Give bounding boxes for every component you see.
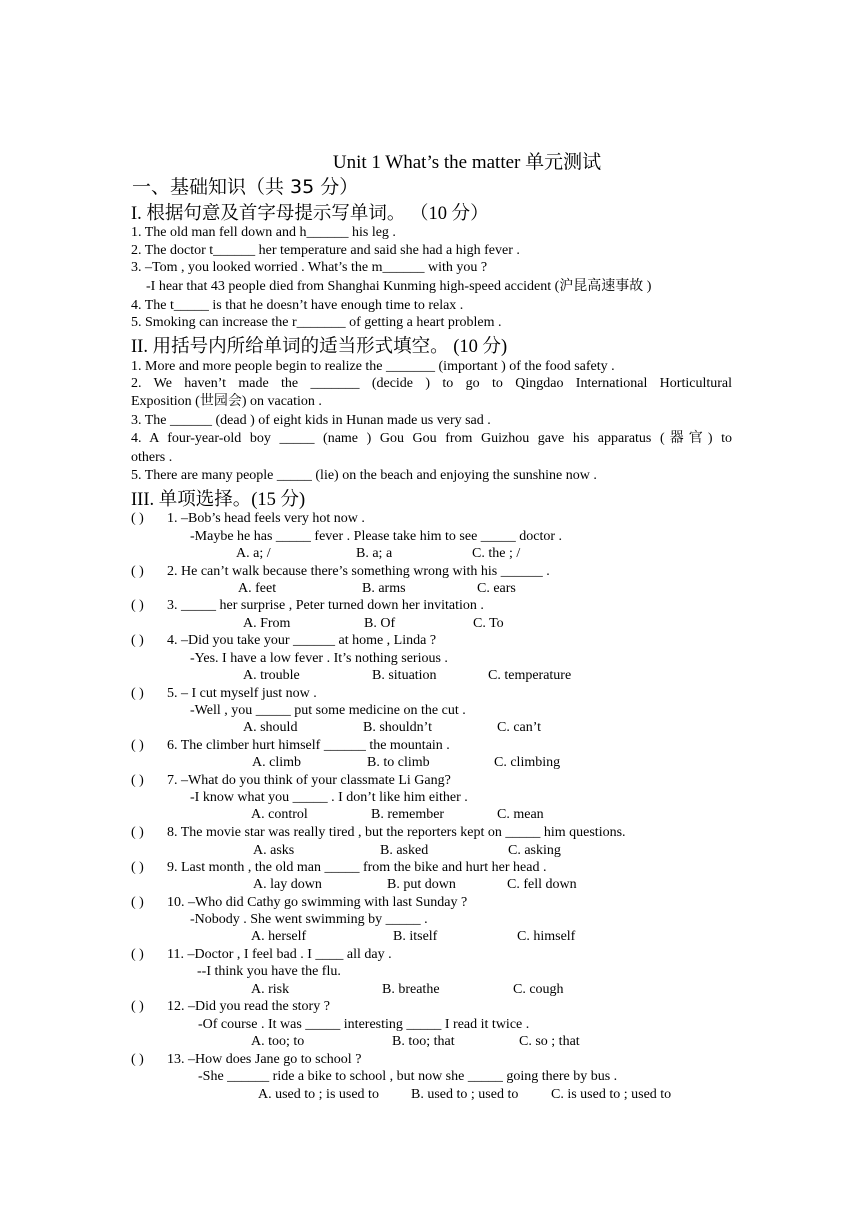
option-a: A. trouble [243, 668, 300, 683]
question-text: 9. Last month , the old man _____ from the bike and hurt her head . [167, 860, 547, 875]
option-c: C. mean [497, 807, 544, 822]
question-dialogue-line: -Nobody . She went swimming by _____ . [190, 912, 428, 927]
option-b: B. itself [393, 929, 438, 944]
answer-blank: ( ) [131, 825, 144, 840]
option-b: B. remember [371, 807, 445, 822]
option-a: A. From [243, 616, 291, 631]
question-stem [131, 510, 365, 527]
option-b: B. asked [380, 843, 429, 858]
option-a: A. climb [252, 755, 301, 770]
option-a: A. too; to [251, 1034, 305, 1049]
option-b: B. breathe [382, 982, 440, 997]
question-stem [131, 597, 484, 614]
answer-blank: ( ) [131, 738, 144, 753]
question-dialogue-line: -Of course . It was _____ interesting _____ I read it twice . [198, 1017, 530, 1032]
option-c: C. himself [517, 929, 576, 944]
question-text: 12. –Did you read the story ? [167, 999, 330, 1014]
question-dialogue-line: -She ______ ride a bike to school , but now she _____ going there by bus . [198, 1069, 618, 1084]
option-b: B. situation [372, 668, 437, 683]
question-stem [131, 737, 450, 754]
section-one-item: 4. The t_____ is that he doesn’t have enough time to relax . [131, 298, 464, 313]
question-stem [131, 824, 626, 841]
question-text: 3. _____ her surprise , Peter turned down her invitation . [167, 598, 484, 613]
section-one-item: -I hear that 43 people died from Shanghai Kunming high-speed accident (沪昆高速事故 ) [146, 279, 652, 294]
option-a: A. should [243, 720, 298, 735]
question-dialogue-line: -Yes. I have a low fever . It’s nothing serious . [190, 651, 448, 666]
answer-blank: ( ) [131, 686, 144, 701]
question-dialogue-line: --I think you have the flu. [197, 964, 341, 979]
option-b: B. a; a [356, 546, 393, 561]
option-c: C. is used to ; used to [551, 1087, 672, 1102]
answer-blank: ( ) [131, 773, 144, 788]
option-b: B. shouldn’t [363, 720, 432, 735]
question-text: 1. –Bob’s head feels very hot now . [167, 511, 365, 526]
question-stem [131, 946, 392, 963]
question-text: 7. –What do you think of your classmate Li Gang? [167, 773, 451, 788]
document-title [0, 147, 860, 174]
question-stem [131, 563, 550, 580]
question-dialogue-line: -Well , you _____ put some medicine on the cut . [190, 703, 466, 718]
question-stem [131, 894, 467, 911]
section-two-item: 1. More and more people begin to realize the _______ (important ) of the food safety . [131, 359, 615, 374]
title-english: Unit 1 What’s the matter [332, 152, 521, 173]
option-c: C. ears [477, 581, 516, 596]
section-two-item: 3. The ______ (dead ) of eight kids in Hunan made us very sad . [131, 413, 491, 428]
option-c: C. temperature [488, 668, 572, 683]
question-text: 5. – I cut myself just now . [167, 686, 317, 701]
section-two-item: 5. There are many people _____ (lie) on the beach and enjoying the sunshine now . [131, 468, 597, 483]
option-c: C. asking [508, 843, 561, 858]
question-text: 13. –How does Jane go to school ? [167, 1052, 362, 1067]
option-a: A. control [251, 807, 308, 822]
question-text: 8. The movie star was really tired , but the reporters kept on _____ him questions. [167, 825, 626, 840]
question-dialogue-line: -I know what you _____ . I don’t like him either . [190, 790, 468, 805]
part-one-heading: 一、基础知识（共 35 分） [132, 176, 359, 198]
answer-blank: ( ) [131, 564, 144, 579]
option-a: A. lay down [253, 877, 322, 892]
option-a: A. herself [251, 929, 307, 944]
section-one-item: 2. The doctor t______ her temperature and said she had a high fever . [131, 243, 520, 258]
section-two-item: Exposition (世园会) on vacation . [131, 394, 322, 409]
section-three-heading: III. 单项选择。(15 分) [131, 490, 306, 510]
option-b: B. Of [364, 616, 396, 631]
section-two-heading: II. 用括号内所给单词的适当形式填空。 (10 分) [131, 337, 508, 357]
question-text: 10. –Who did Cathy go swimming with last Sunday ? [167, 895, 468, 910]
question-text: 4. –Did you take your ______ at home , Linda ? [167, 633, 437, 648]
question-stem [131, 998, 330, 1015]
answer-blank: ( ) [131, 860, 144, 875]
option-c: C. climbing [494, 755, 561, 770]
section-one-item: 5. Smoking can increase the r_______ of getting a heart problem . [131, 315, 502, 330]
option-b: B. too; that [392, 1034, 455, 1049]
question-stem [131, 859, 546, 876]
answer-blank: ( ) [131, 1052, 144, 1067]
option-a: A. used to ; is used to [258, 1087, 379, 1102]
option-b: B. to climb [367, 755, 430, 770]
option-b: B. arms [362, 581, 406, 596]
section-one-item: 3. –Tom , you looked worried . What’s the m______ with you ? [131, 260, 488, 275]
answer-blank: ( ) [131, 999, 144, 1014]
question-dialogue-line: -Maybe he has _____ fever . Please take him to see _____ doctor . [190, 529, 563, 544]
question-stem [131, 632, 436, 649]
section-two-item: 2. We haven’t made the _______ (decide ) to go to Qingdao International Horticultural [131, 376, 732, 391]
option-a: A. a; / [236, 546, 271, 561]
answer-blank: ( ) [131, 947, 144, 962]
question-stem [131, 685, 317, 702]
answer-blank: ( ) [131, 633, 144, 648]
option-a: A. risk [251, 982, 290, 997]
question-text: 11. –Doctor , I feel bad . I ____ all day . [167, 947, 392, 962]
section-one-item: 1. The old man fell down and h______ his leg . [131, 225, 396, 240]
option-c: C. fell down [507, 877, 577, 892]
answer-blank: ( ) [131, 895, 144, 910]
option-c: C. cough [513, 982, 564, 997]
option-b: B. put down [387, 877, 456, 892]
option-b: B. used to ; used to [411, 1087, 519, 1102]
option-a: A. feet [238, 581, 277, 596]
answer-blank: ( ) [131, 511, 144, 526]
section-two-item: 4. A four-year-old boy _____ (name ) Gou Gou from Guizhou gave his apparatus (器官) to [131, 431, 732, 446]
question-text: 6. The climber hurt himself ______ the mountain . [167, 738, 450, 753]
option-c: C. can’t [497, 720, 542, 735]
section-two-item: others . [131, 450, 173, 465]
option-c: C. To [473, 616, 504, 631]
answer-blank: ( ) [131, 598, 144, 613]
question-text: 2. He can’t walk because there’s something wrong with his ______ . [167, 564, 550, 579]
option-c: C. so ; that [519, 1034, 580, 1049]
option-c: C. the ; / [472, 546, 521, 561]
question-stem [131, 772, 451, 789]
question-stem [131, 1051, 361, 1068]
option-a: A. asks [253, 843, 295, 858]
section-one-heading: I. 根据句意及首字母提示写单词。 （10 分） [131, 204, 489, 224]
title-chinese: 单元测试 [525, 151, 602, 173]
